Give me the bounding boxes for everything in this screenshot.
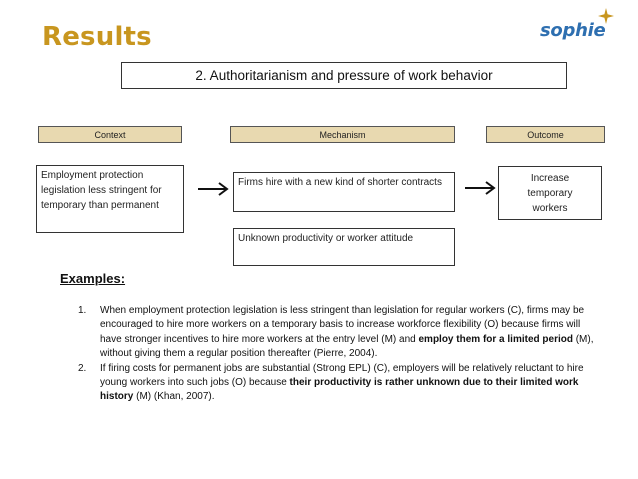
mechanism-box-2: Unknown productivity or worker attitude (233, 228, 455, 266)
example-text: When employment protection legislation is less stringent than legislation for regular workers (C), firms may be encouraged to hire more workers on a temporary basis to increase workforce flexibility (O) because firms will have stronger incentives to hire more workers at the entry level (M) and employ them for a limited period (M), without giving them a regular position thereafter (Pierre, 2004). (100, 305, 594, 360)
example-text: If firing costs for permanent jobs are substantial (Strong EPL) (C), employers will be relatively reluctant to hire young workers into such jobs (O) because their productivity is rather unknown due to their limited work history (M) (Khan, 2007). (100, 362, 584, 403)
examples-list (78, 304, 598, 405)
example-number: 2. (78, 362, 87, 374)
context-header: Context (38, 126, 182, 143)
arrow-right-icon (463, 180, 497, 196)
mechanism-box-1: Firms hire with a new kind of shorter contracts (233, 172, 455, 212)
context-box: Employment protection legislation less stringent for temporary than permanent (36, 165, 184, 233)
outcome-box: Increase temporary workers (498, 166, 602, 220)
example-item (78, 362, 598, 405)
star-icon (598, 8, 614, 24)
examples-heading: Examples: (60, 271, 126, 286)
arrow-right-icon (196, 181, 230, 197)
slide-title: Results (42, 22, 152, 52)
example-item (78, 304, 598, 362)
slide-subtitle: 2. Authoritarianism and pressure of work behavior (121, 62, 567, 89)
outcome-header: Outcome (486, 126, 605, 143)
example-number: 1. (78, 305, 87, 316)
logo-text: sophie (540, 20, 606, 41)
mechanism-header: Mechanism (230, 126, 455, 143)
sophie-logo (540, 4, 620, 48)
